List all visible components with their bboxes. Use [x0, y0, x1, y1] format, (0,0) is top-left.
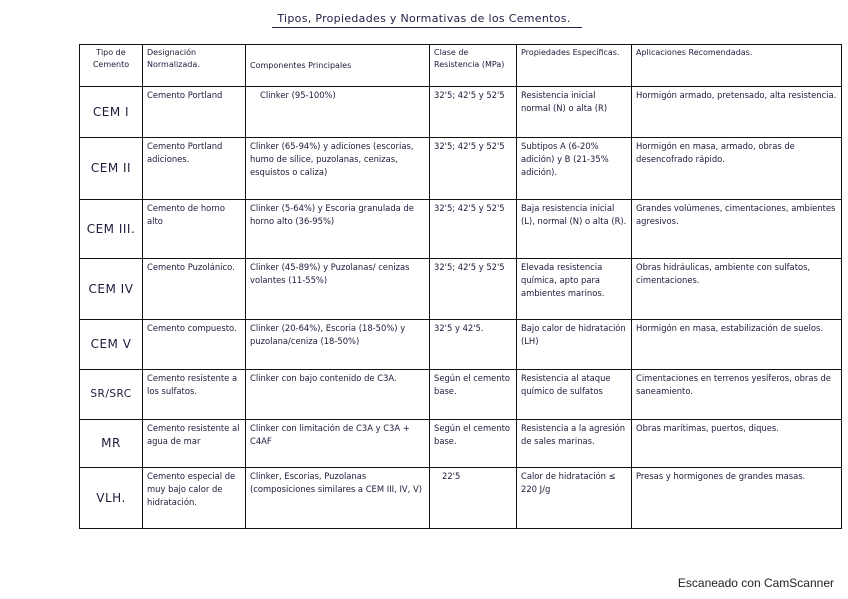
cell-aplicaciones: Grandes volúmenes, cimentaciones, ambientes agresivos.	[632, 200, 842, 259]
table-row	[80, 259, 842, 320]
cement-table	[79, 44, 842, 529]
cell-tipo: MR	[80, 420, 143, 468]
cell-designacion: Cemento resistente a los sulfatos.	[143, 370, 246, 420]
cell-clase: Según el cemento base.	[430, 370, 517, 420]
page-title: Tipos, Propiedades y Normativas de los Cementos.	[277, 12, 571, 25]
cell-aplicaciones: Hormigón armado, pretensado, alta resistencia.	[632, 87, 842, 138]
header-aplicaciones: Aplicaciones Recomendadas.	[632, 45, 842, 87]
cell-aplicaciones: Obras hidráulicas, ambiente con sulfatos, cimentaciones.	[632, 259, 842, 320]
cell-componentes: Clinker, Escorias, Puzolanas (composiciones similares a CEM III, IV, V)	[246, 468, 430, 529]
cell-clase: 32'5; 42'5 y 52'5	[430, 87, 517, 138]
cell-designacion: Cemento de horno alto	[143, 200, 246, 259]
cell-propiedades: Bajo calor de hidratación (LH)	[517, 320, 632, 370]
table-row	[80, 138, 842, 200]
header-tipo: Tipo de Cemento	[80, 45, 143, 87]
cell-componentes: Clinker (95-100%)	[246, 87, 430, 138]
cell-clase: 32'5; 42'5 y 52'5	[430, 259, 517, 320]
cell-designacion: Cemento especial de muy bajo calor de hidratación.	[143, 468, 246, 529]
table-row	[80, 468, 842, 529]
cell-tipo: CEM IV	[80, 259, 143, 320]
cell-clase: 32'5; 42'5 y 52'5	[430, 200, 517, 259]
table-row	[80, 200, 842, 259]
cell-clase: Según el cemento base.	[430, 420, 517, 468]
cell-clase: 32'5; 42'5 y 52'5	[430, 138, 517, 200]
cell-aplicaciones: Hormigón en masa, estabilización de suelos.	[632, 320, 842, 370]
table-row	[80, 87, 842, 138]
cell-componentes: Clinker con bajo contenido de C3A.	[246, 370, 430, 420]
cell-propiedades: Resistencia a la agresión de sales marinas.	[517, 420, 632, 468]
cell-tipo: VLH.	[80, 468, 143, 529]
cell-tipo: CEM II	[80, 138, 143, 200]
cell-aplicaciones: Hormigón en masa, armado, obras de desencofrado rápido.	[632, 138, 842, 200]
cell-componentes: Clinker (65-94%) y adiciones (escorias, humo de sílice, puzolanas, cenizas, esquistos o caliza)	[246, 138, 430, 200]
header-designacion: Designación Normalizada.	[143, 45, 246, 87]
cell-clase: 22'5	[430, 468, 517, 529]
cell-propiedades: Resistencia al ataque químico de sulfatos	[517, 370, 632, 420]
table-row	[80, 370, 842, 420]
cell-propiedades: Subtipos A (6-20% adición) y B (21-35% adición).	[517, 138, 632, 200]
cell-clase: 32'5 y 42'5.	[430, 320, 517, 370]
cell-propiedades: Baja resistencia inicial (L), normal (N) o alta (R).	[517, 200, 632, 259]
table-row	[80, 320, 842, 370]
cell-aplicaciones: Presas y hormigones de grandes masas.	[632, 468, 842, 529]
header-componentes: Componentes Principales	[246, 45, 430, 87]
header-row	[80, 45, 842, 87]
cell-propiedades: Elevada resistencia química, apto para ambientes marinos.	[517, 259, 632, 320]
cell-designacion: Cemento Puzolánico.	[143, 259, 246, 320]
camscanner-watermark: Escaneado con CamScanner	[677, 576, 834, 590]
cell-componentes: Clinker con limitación de C3A y C3A + C4AF	[246, 420, 430, 468]
cell-aplicaciones: Cimentaciones en terrenos yesíferos, obras de saneamiento.	[632, 370, 842, 420]
header-clase: Clase de Resistencia (MPa)	[430, 45, 517, 87]
cell-designacion: Cemento Portland adiciones.	[143, 138, 246, 200]
table-row	[80, 420, 842, 468]
cell-aplicaciones: Obras marítimas, puertos, diques.	[632, 420, 842, 468]
cell-designacion: Cemento resistente al agua de mar	[143, 420, 246, 468]
cell-tipo: CEM III.	[80, 200, 143, 259]
cell-designacion: Cemento compuesto.	[143, 320, 246, 370]
cell-tipo: SR/SRC	[80, 370, 143, 420]
cell-tipo: CEM V	[80, 320, 143, 370]
cell-designacion: Cemento Portland	[143, 87, 246, 138]
cell-componentes: Clinker (45-89%) y Puzolanas/ cenizas volantes (11-55%)	[246, 259, 430, 320]
title-underline	[272, 27, 582, 28]
cell-propiedades: Resistencia inicial normal (N) o alta (R)	[517, 87, 632, 138]
cell-tipo: CEM I	[80, 87, 143, 138]
header-propiedades: Propiedades Específicas.	[517, 45, 632, 87]
cell-propiedades: Calor de hidratación ≤ 220 J/g	[517, 468, 632, 529]
cell-componentes: Clinker (5-64%) y Escoria granulada de horno alto (36-95%)	[246, 200, 430, 259]
cell-componentes: Clinker (20-64%), Escoria (18-50%) y puzolana/ceniza (18-50%)	[246, 320, 430, 370]
